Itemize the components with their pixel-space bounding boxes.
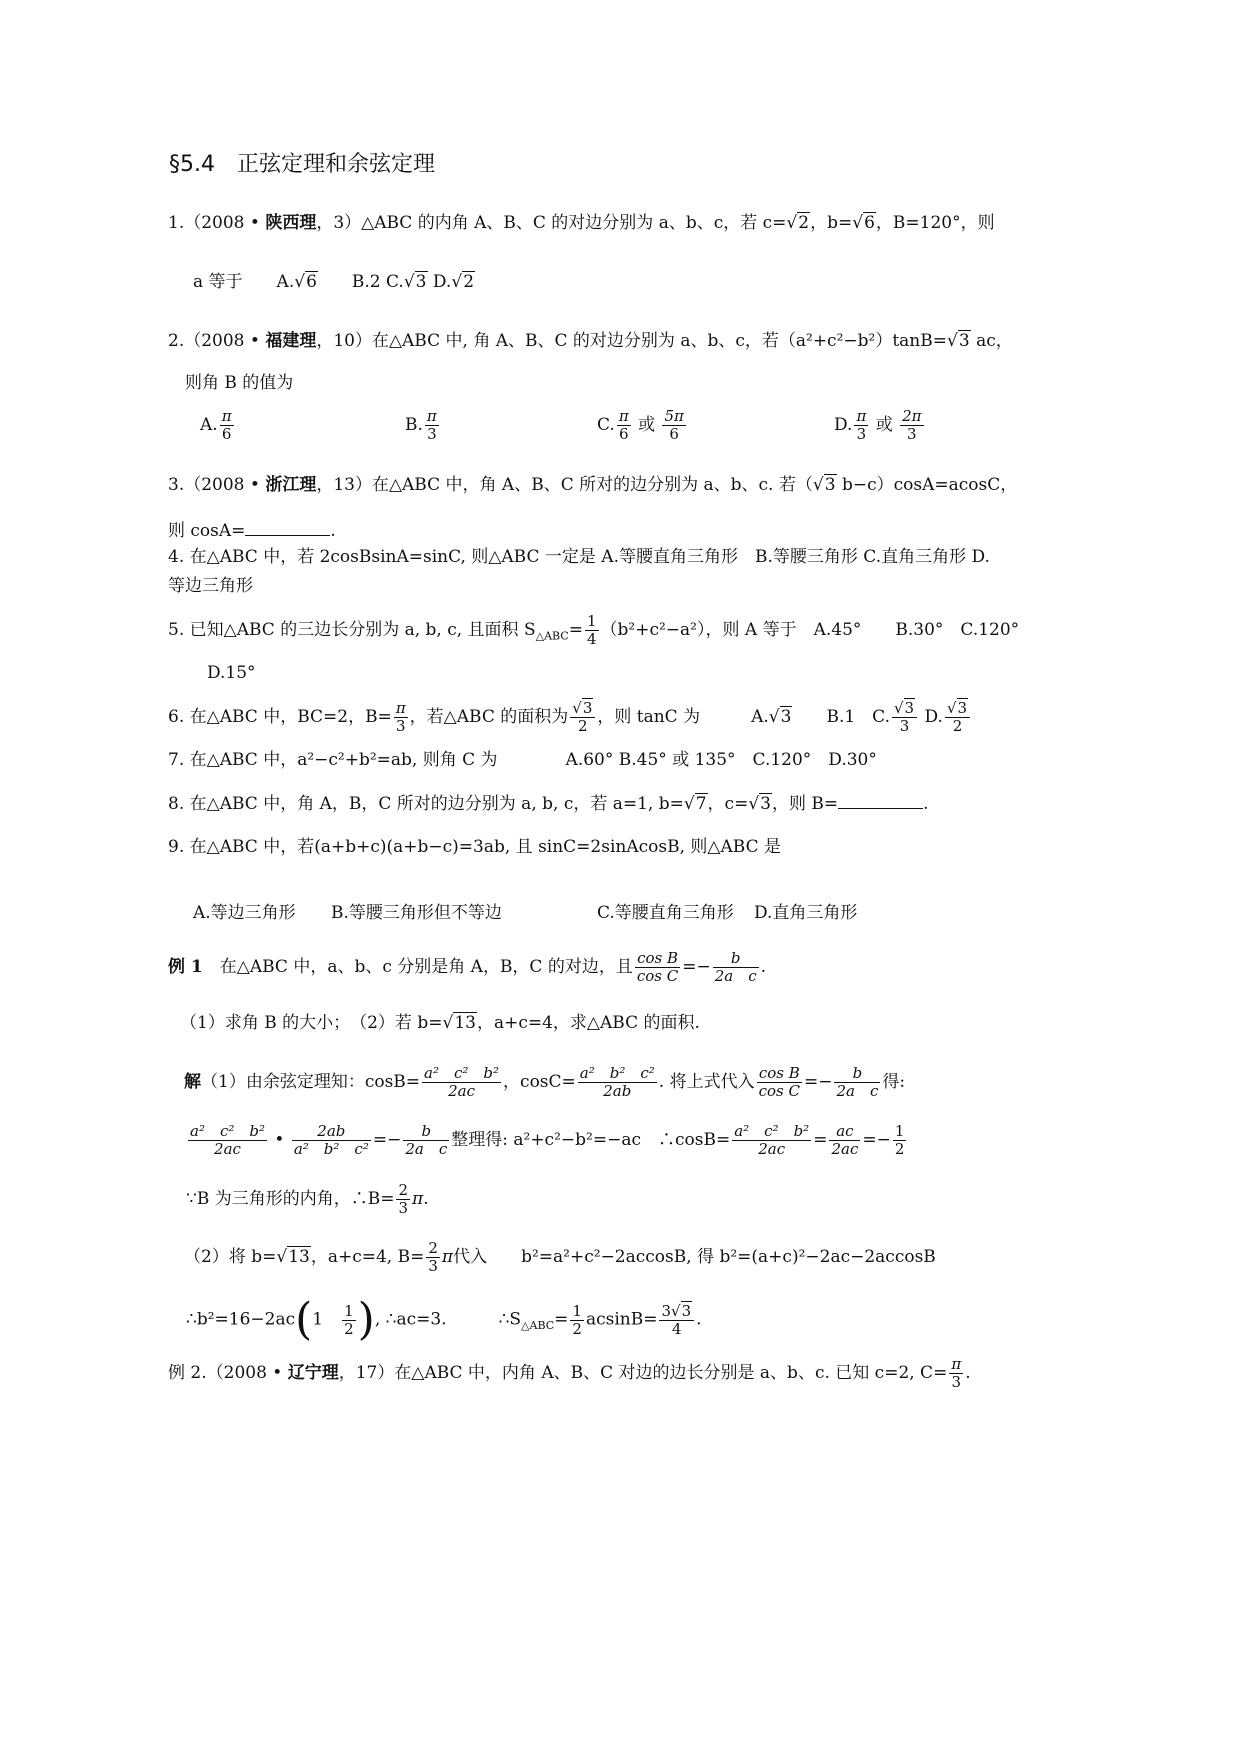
- answer-blank[interactable]: [838, 792, 923, 809]
- problem-2-source: 福建理: [265, 331, 317, 351]
- problem-3-line-2: 则 cosA= .: [168, 521, 336, 541]
- problem-1-line-1: 1.（2008 • 陕西理，3）△ABC 的内角 A、B、C 的对边分别为 a、b、c，若 c=√2，b=√6，B=120°，则: [168, 213, 995, 233]
- sqrt-3: √3: [768, 707, 792, 727]
- fraction: $\frac{\text{a² c² b²}}{2ac}$: [424, 1064, 500, 1100]
- solution-label: 解: [184, 1072, 201, 1092]
- solution-line-2: $\frac{\text{a² c² b²}}{2ac}$ • $\frac{2ab}{\text{a² b² c²}}$ =− $\frac{b}{\text{2a c}}$ 整理得: a²+c²−b²=−ac ∴cosB= $\frac{\text{a² c² b²}}{2ac}$ = $\frac{ac}{2ac}$ =− $\frac{1}{2}$: [190, 1122, 905, 1158]
- fraction: $\frac{b}{\text{2a c}}$: [836, 1064, 879, 1100]
- fraction: $\frac{3√3}{4}$: [659, 1303, 694, 1338]
- solution-line-3: ∵B 为三角形的内角，∴B= $\frac{2}{3}$ π.: [186, 1181, 429, 1217]
- sqrt-13: √13: [276, 1247, 310, 1267]
- problem-6: 6. 在△ABC 中，BC=2，B= $\frac{\pi}{3}$ ，若△ABC 的面积为 $\frac{√3}{2}$ ，则 tanC 为 A.√3 B.1 C. $\frac{√3}{3}$ D. $\frac{√3}{2}$: [168, 700, 972, 735]
- fraction: $\frac{\pi}{6}$: [618, 407, 629, 443]
- fraction: $\frac{ac}{2ac}$: [831, 1122, 859, 1158]
- sqrt-13: √13: [442, 1013, 476, 1033]
- option-a-value: √6: [294, 272, 317, 292]
- problem-9-option-a: A.等边三角形: [193, 903, 296, 923]
- fraction: $\frac{b}{\text{2a c}}$: [405, 1122, 448, 1158]
- problem-4-line-1: 4. 在△ABC 中，若 2cosBsinA=sinC, 则△ABC 一定是 A.等腰直角三角形 B.等腰三角形 C.直角三角形 D.: [168, 547, 990, 567]
- problem-9-option-c: C.等腰直角三角形: [597, 903, 734, 923]
- fraction: $\frac{1}{2}$: [572, 1301, 582, 1338]
- answer-blank[interactable]: [245, 519, 330, 536]
- problem-4-line-2: 等边三角形: [168, 576, 253, 596]
- example-2: 例 2.（2008 • 辽宁理，17）在△ABC 中，内角 A、B、C 对边的边长分别是 a、b、c. 已知 c=2, C= $\frac{\pi}{3}$ .: [168, 1355, 971, 1391]
- problem-7: 7. 在△ABC 中，a²−c²+b²=ab, 则角 C 为 A.60° B.45° 或 135° C.120° D.30°: [168, 750, 877, 770]
- fraction: $\frac{\text{cos B}}{\text{cos C}}$: [636, 949, 679, 985]
- fraction: $\frac{2}{3}$: [398, 1181, 408, 1217]
- fraction: $\frac{\text{a² c² b²}}{2ac}$: [734, 1122, 810, 1158]
- fraction: $\frac{\pi}{3}$: [856, 407, 867, 443]
- solution-line-5: ∴b²=16−2ac(1 $\frac{1}{2}$ ), ∴ac=3. $\therefore S_{\triangle ABC}=$ $\frac{1}{2}$ acsinB= $\frac{3√3}{4}$ .: [186, 1294, 702, 1345]
- sqrt-3: √3: [748, 794, 771, 814]
- option-c-value: √3: [403, 272, 427, 292]
- fraction: $\frac{1}{4}$: [586, 612, 597, 648]
- fraction: $\frac{\pi}{6}$: [221, 407, 232, 443]
- problem-3-line-1: 3.（2008 • 浙江理，13）在△ABC 中，角 A、B、C 所对的边分别为 a、b、c. 若（√3 b−c）cosA=acosC，: [168, 475, 1018, 495]
- example-1-statement: 例 1 在△ABC 中，a、b、c 分别是角 A，B，C 的对边，且 $\frac{\text{cos B}}{\text{cos C}}$ =− $\frac{b}{\text{2a c}}$ .: [168, 949, 767, 985]
- example-2-source: 辽宁理: [287, 1363, 339, 1383]
- problem-5-line-2: D.15°: [207, 663, 256, 683]
- problem-9-line-1: 9. 在△ABC 中，若(a+b+c)(a+b−c)=3ab, 且 sinC=2sinAcosB, 则△ABC 是: [168, 837, 781, 857]
- example-1-questions: （1）求角 B 的大小； （2）若 b=√13，a+c=4，求△ABC 的面积.: [180, 1013, 700, 1033]
- problem-2-option-c: C. $\frac{\pi}{6}$ 或 $\frac{5\pi}{6}$: [597, 407, 684, 443]
- problem-2-option-b: B. $\frac{\pi}{3}$: [405, 407, 437, 443]
- problem-2-line-2: 则角 B 的值为: [185, 373, 294, 393]
- fraction: $\frac{1}{2}$: [894, 1122, 905, 1158]
- problem-2-line-1: 2.（2008 • 福建理，10）在△ABC 中, 角 A、B、C 的对边分别为 a、b、c，若（a²+c²−b²）tanB=√3 ac，: [168, 331, 1013, 351]
- fraction: $\frac{√3}{2}$: [945, 700, 970, 735]
- sqrt-2: √2: [786, 213, 810, 233]
- fraction: $\frac{5\pi}{6}$: [664, 407, 684, 443]
- fraction: $\frac{\text{cos B}}{\text{cos C}}$: [758, 1064, 800, 1100]
- option-d-value: √2: [451, 272, 475, 292]
- problem-2-option-d: D. $\frac{\pi}{3}$ 或 $\frac{2\pi}{3}$: [834, 407, 922, 443]
- problem-9-option-b: B.等腰三角形但不等边: [331, 903, 502, 923]
- fraction: $\frac{2\pi}{3}$: [902, 407, 922, 443]
- fraction: $\frac{\text{a² c² b²}}{2ac}$: [190, 1122, 265, 1158]
- sqrt-3: √3: [947, 331, 970, 351]
- solution-line-4: （2）将 b=√13，a+c=4, B= $\frac{2}{3}$ π代入 b²=a²+c²−2accosB, 得 b²=(a+c)²−2ac−2accosB: [184, 1239, 936, 1275]
- page-title: §5.4 正弦定理和余弦定理: [169, 152, 435, 177]
- fraction: $\frac{1}{2}$: [344, 1301, 354, 1338]
- problem-9-option-d: D.直角三角形: [754, 903, 858, 923]
- problem-8: 8. 在△ABC 中，角 A，B，C 所对的边分别为 a, b, c，若 a=1, b=√7，c=√3，则 B= .: [168, 794, 929, 814]
- fraction: $\frac{\pi}{3}$: [395, 699, 406, 735]
- sqrt-7: √7: [683, 794, 707, 814]
- problem-2-option-a: A. $\frac{\pi}{6}$: [200, 407, 232, 443]
- fraction: $\frac{√3}{2}$: [570, 700, 595, 735]
- fraction: $\frac{2ab}{\text{a² b² c²}}$: [293, 1122, 369, 1158]
- problem-1-source: 陕西理: [265, 213, 317, 233]
- fraction: $\frac{\pi}{3}$: [951, 1355, 962, 1391]
- fraction: $\frac{2}{3}$: [428, 1239, 438, 1275]
- problem-5-line-1: 5. 已知△ABC 的三边长分别为 a, b, c, 且面积 $S_{\triangle ABC}=$ $\frac{1}{4}$ （b²+c²−a²），则 A 等于 A.45° B.30° C.120°: [168, 612, 1020, 648]
- example-1-label: 例 1: [168, 957, 203, 977]
- sqrt-3: √3: [812, 475, 836, 495]
- fraction: $\frac{\pi}{3}$: [426, 407, 437, 443]
- problem-1-line-2: a 等于 A.√6 B.2 C.√3 D.√2: [193, 272, 475, 292]
- fraction: $\frac{b}{\text{2a c}}$: [714, 949, 757, 985]
- fraction: $\frac{\text{a² b² c²}}{2ab}$: [579, 1064, 655, 1100]
- fraction: $\frac{√3}{3}$: [892, 700, 917, 735]
- sqrt-6: √6: [852, 213, 875, 233]
- problem-3-source: 浙江理: [265, 475, 317, 495]
- solution-line-1: 解（1）由余弦定理知：cosB= $\frac{\text{a² c² b²}}{2ac}$ ，cosC= $\frac{\text{a² b² c²}}{2ab}$ . 将上式代入 $\frac{\text{cos B}}{\text{cos C}}$ =− $\frac{b}{\text{2a c}}$ 得:: [184, 1064, 906, 1100]
